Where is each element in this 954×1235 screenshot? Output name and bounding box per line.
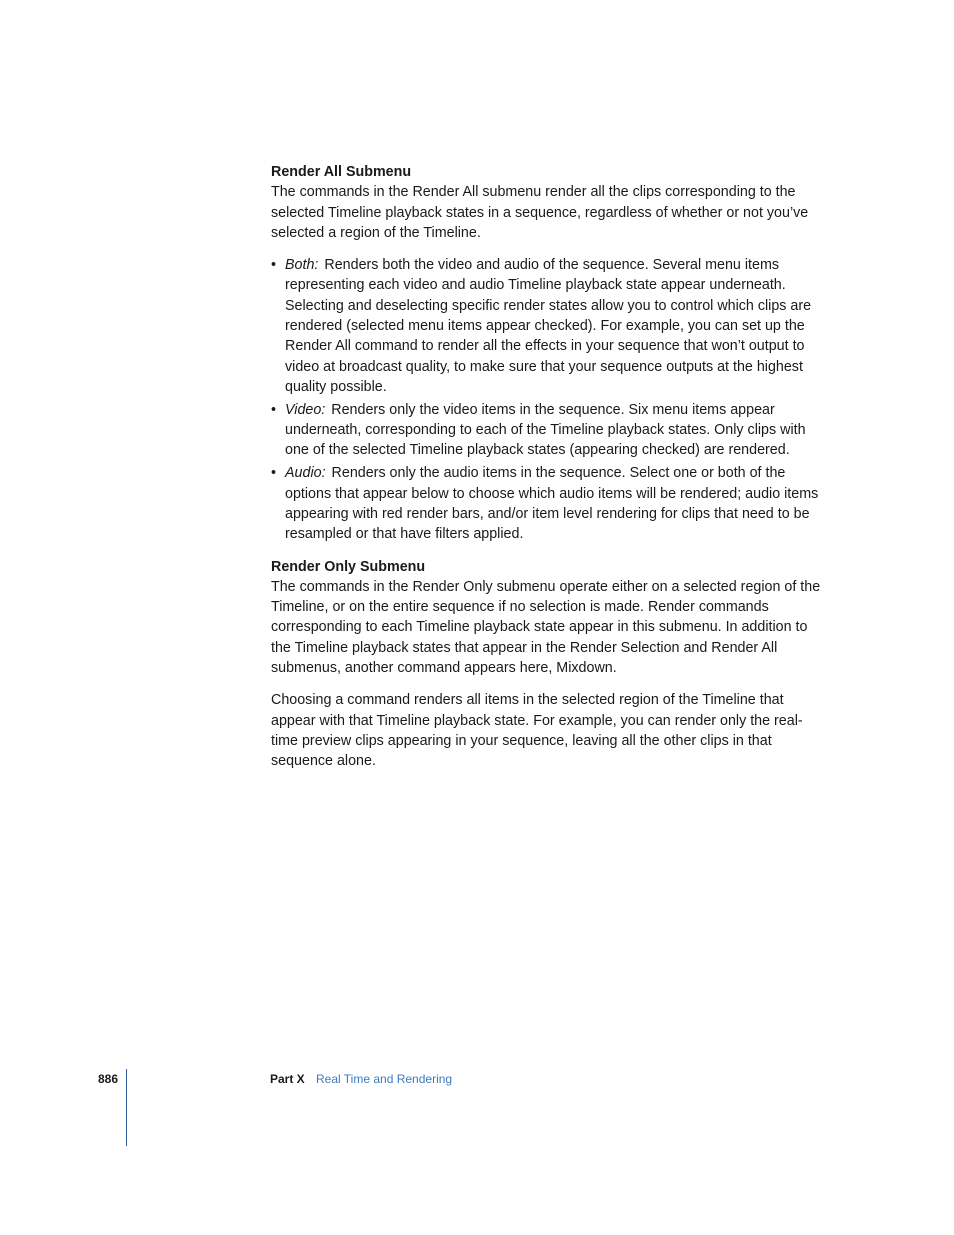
section-intro-paragraph: The commands in the Render All submenu render all the clips corresponding to the selected Timeline playback states in a sequence, regardless of whether or not you’ve selected a region of the Timeline. xyxy=(271,184,809,241)
bullet-icon: • xyxy=(271,401,277,418)
bullet-icon: • xyxy=(271,465,277,482)
bullet-term: Both: xyxy=(285,257,319,274)
section-heading: Render Only Submenu xyxy=(271,558,426,575)
list-item xyxy=(271,400,827,461)
bullet-list xyxy=(271,255,827,544)
bullet-text: Renders only the video items in the sequence. Six menu items appear underneath, corresponding to each of the Timeline playback states. Only clips with one of the selected Timeline playback states (appearing checked) are rendered. xyxy=(285,401,806,459)
bullet-text: Renders only the audio items in the sequence. Select one or both of the options that appear below to choose which audio items will be rendered; audio items appearing with red render bars, and/or item level rendering for clips that need to be resampled or that have filters applied. xyxy=(285,465,819,543)
section-render-only-submenu xyxy=(271,557,827,772)
bullet-term: Video: xyxy=(285,401,326,418)
bullet-icon: • xyxy=(271,257,277,274)
footer-part-label: Part X xyxy=(270,1072,305,1086)
section-render-all-submenu xyxy=(271,162,827,545)
list-item xyxy=(271,255,827,397)
bullet-term: Audio: xyxy=(285,465,326,482)
page-content xyxy=(271,162,827,784)
list-item xyxy=(271,463,827,544)
page-number: 886 xyxy=(98,1072,119,1086)
body-paragraph: The commands in the Render Only submenu operate either on a selected region of the Timeline, or on the entire sequence if no selection is made. Render commands corresponding to each Timeline playback state appear in this submenu. In addition to the Timeline playback states that appear in the Render Selection and Render All submenus, another command appears here, Mixdown. xyxy=(271,578,821,677)
footer-part-title: Real Time and Rendering xyxy=(316,1072,453,1086)
body-paragraph: Choosing a command renders all items in the selected region of the Timeline that appear with that Timeline playback state. For example, you can render only the real-time preview clips appearing in your sequence, leaving all the other clips in that sequence alone. xyxy=(271,692,803,770)
section-heading: Render All Submenu xyxy=(271,164,412,180)
bullet-text: Renders both the video and audio of the sequence. Several menu items representing each video and audio Timeline playback state appear underneath. Selecting and deselecting specific render states allow you to control which clips are rendered (selected menu items appear checked). For example, you can set up the Render All command to render all the effects in your sequence that won’t output to video at broadcast quality, to make sure that your sequence outputs at the highest quality possible. xyxy=(285,257,812,395)
footer-divider xyxy=(126,1069,127,1146)
